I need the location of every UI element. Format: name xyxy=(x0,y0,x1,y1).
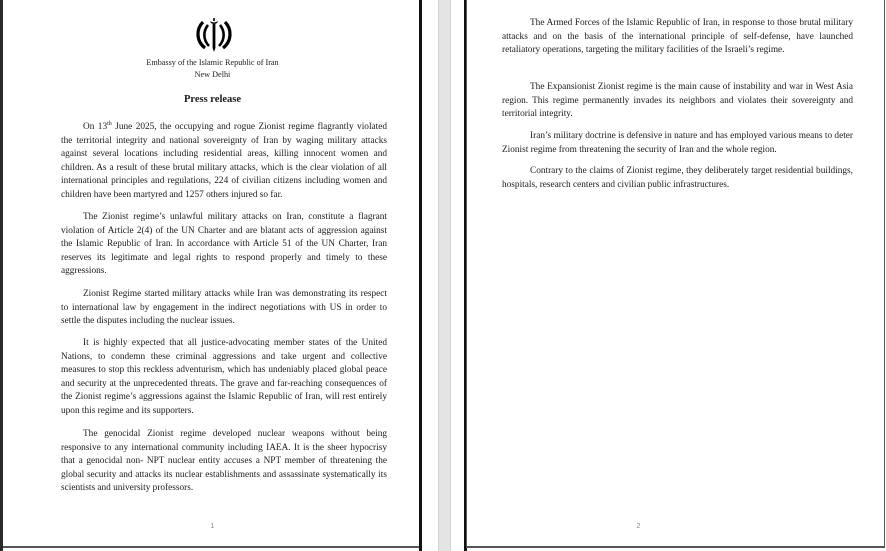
organization-name: Embassy of the Islamic Republic of Iran xyxy=(146,58,279,67)
paragraph: The Zionist regime’s unlawful military attacks on Iran, constitute a flagrant violation of Article 2(4) of the UN Charter and are blatant acts of aggression against the Islamic Republic of Iran. In accordance with Article 51 of the UN Charter, Iran reserves its legitimate and legal rights to respond properly and timely to these aggressions. xyxy=(61,212,387,277)
document-title: Press release xyxy=(183,94,242,105)
paragraph: Iran’s military doctrine is defensive in nature and has employed various means to deter Zionist regime from threatening the security of Iran and the whole region. xyxy=(502,131,853,155)
page-number: 1 xyxy=(210,523,215,530)
document-page-2 xyxy=(466,0,885,548)
paragraph: The Armed Forces of the Islamic Republic of Iran, in response to those brutal military attacks and on the basis of the international principle of self-defense, have launched retaliatory operations, targeting the military facilities of the Israeli’s regime. xyxy=(502,18,853,56)
page-shadow xyxy=(419,0,422,551)
paragraph: On 13th June 2025, the occupying and rogue Zionist regime flagrantly violated the territorial integrity and national sovereignty of Iran by waging military attacks against several locations including residential areas, killing innocent women and children. As a result of these brutal military attacks, which is the clear violation of all international principles and regulations, 224 of civilian citizens including women and children have been martyred and 1257 others injured so far. xyxy=(61,120,388,200)
paragraph: Contrary to the claims of Zionist regime, they deliberately target residential buildings, hospitals, research centers and civilian public infrastructures. xyxy=(502,166,853,190)
iran-emblem-icon xyxy=(194,17,234,53)
paragraph: The genocidal Zionist regime developed nuclear weapons without being responsive to any international community including IAEA. It is the sheer hypocrisy that a genocidal non- NPT nuclear entity accuses a NPT member of threatening the global security and attacks its nuclear establishments and assassinate systematically its scientists and university professors. xyxy=(61,429,387,494)
page-gutter xyxy=(438,0,451,551)
paragraph: The Expansionist Zionist regime is the main cause of instability and war in West Asia region. This regime permanently invades its neighbors and violates their sovereignty and territorial integrity. xyxy=(502,82,853,120)
page-number: 2 xyxy=(636,523,641,530)
document-page-1 xyxy=(3,0,422,548)
paragraph: Zionist Regime started military attacks while Iran was demonstrating its respect to international law by engagement in the indirect negotiations with US in order to settle the disputes including the nuclear issues. xyxy=(61,289,387,327)
organization-city: New Delhi xyxy=(194,70,231,79)
paragraph: It is highly expected that all justice-advocating member states of the United Nations, to condemn these criminal aggressions and take urgent and collective measures to stop this reckless adventurism, which has undeniably placed global peace and security at the unprecedented threats. The grave and far-reaching consequences of the Zionist regime’s aggressions against the Islamic Republic of Iran, will rest entirely upon this regime and its supporters. xyxy=(61,338,387,416)
